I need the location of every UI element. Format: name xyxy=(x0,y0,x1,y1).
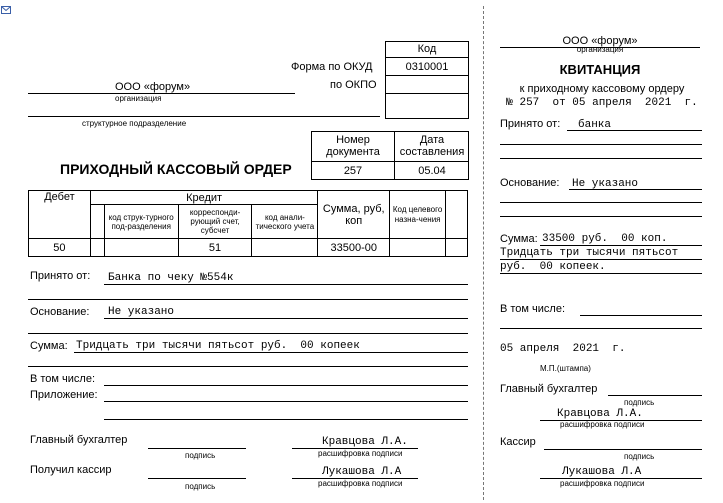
subdivision-caption: структурное подразделение xyxy=(82,119,187,128)
chief-decode-caption: расшифровка подписи xyxy=(318,449,403,458)
envelope-icon xyxy=(1,1,11,9)
basis-label: Основание: xyxy=(30,306,90,318)
receipt-including-label: В том числе: xyxy=(500,303,566,315)
receipt-chief-decode-caption: расшифровка подписи xyxy=(560,420,645,429)
debit-value: 50 xyxy=(29,239,91,257)
sum-label: Сумма: xyxy=(30,340,68,352)
debit-header: Дебет xyxy=(29,191,91,239)
receipt-org-caption: организация xyxy=(576,45,624,54)
order-title: ПРИХОДНЫЙ КАССОВЫЙ ОРДЕР xyxy=(60,161,292,177)
okud-code: 0310001 xyxy=(405,61,449,73)
basis-value: Не указано xyxy=(108,306,175,318)
accepted-from-value: Банка по чеку №554к xyxy=(108,272,234,284)
receipt-cashier-decode-caption: расшифровка подписи xyxy=(560,479,645,488)
receipt-sum-value-2: Тридцать три тысячи пятьсот xyxy=(500,247,679,259)
okpo-label: по ОКПО xyxy=(330,79,377,91)
credit-sub-analytics: код анали-тического учета xyxy=(252,205,318,239)
sum-value: Тридцать три тысячи пятьсот руб. 00 копеек xyxy=(76,340,360,352)
doc-number-header: Номер документа xyxy=(326,134,380,158)
including-label: В том числе: xyxy=(30,373,96,385)
cashier-signature-caption: подпись xyxy=(185,482,216,491)
code-header: Код xyxy=(417,43,437,55)
cashier-label: Получил кассир xyxy=(30,464,112,476)
purpose-code-header: Код целевого назна-чения xyxy=(390,191,446,239)
accounting-table xyxy=(28,190,468,257)
receipt-accepted-from-value: банка xyxy=(578,119,612,131)
org-caption: организация xyxy=(115,94,162,103)
receipt-org-name: ООО «форум» xyxy=(562,35,638,47)
receipt-date-line: 05 апреля 2021 г. xyxy=(500,343,626,355)
receipt-cashier-name: Лукашова Л.А xyxy=(562,466,642,478)
form-okud-label: Форма по ОКУД xyxy=(291,61,373,73)
chief-accountant-label: Главный бухгалтер xyxy=(30,434,128,446)
receipt-number-line: № 257 от 05 апреля 2021 г. xyxy=(506,97,698,109)
receipt-basis-value: Не указано xyxy=(572,178,639,190)
accepted-from-label: Принято от: xyxy=(30,270,91,282)
doc-number: 257 xyxy=(343,165,363,177)
amount-value: 33500-00 xyxy=(318,239,390,257)
cut-line xyxy=(483,6,484,500)
receipt-stamp-caption: М.П.(штампа) xyxy=(540,364,591,373)
doc-date: 05.04 xyxy=(418,165,446,177)
receipt-cashier-label: Кассир xyxy=(500,436,536,448)
amount-header: Сумма, руб, коп xyxy=(318,191,390,239)
receipt-title: КВИТАНЦИЯ xyxy=(559,62,641,77)
doc-date-header: Дата составления xyxy=(399,134,465,158)
chief-accountant-name: Кравцова Л.А. xyxy=(322,436,408,448)
org-name: ООО «форум» xyxy=(115,81,191,93)
credit-header: Кредит xyxy=(90,191,317,205)
receipt-sum-value-1: 33500 руб. 00 коп. xyxy=(542,233,668,245)
receipt-sum-value-3: руб. 00 копеек. xyxy=(500,261,606,273)
receipt-sum-label: Сумма: xyxy=(500,233,538,245)
receipt-accepted-from-label: Принято от: xyxy=(500,118,561,130)
cashier-decode-caption: расшифровка подписи xyxy=(318,479,403,488)
chief-signature-caption: подпись xyxy=(185,451,216,460)
receipt-subtitle: к приходному кассовому ордеру xyxy=(519,83,685,95)
receipt-cashier-signature-caption: подпись xyxy=(624,452,655,461)
receipt-chief-accountant-name: Кравцова Л.А. xyxy=(557,408,643,420)
attachment-label: Приложение: xyxy=(30,389,98,401)
credit-account-value: 51 xyxy=(178,239,252,257)
receipt-basis-label: Основание: xyxy=(500,177,560,189)
cashier-name: Лукашова Л.А xyxy=(322,466,402,478)
credit-sub-subdivision: код струк-турного под-разделения xyxy=(104,205,178,239)
receipt-chief-accountant-label: Главный бухгалтер xyxy=(500,383,598,395)
credit-sub-account: корреспонди-рующий счет, субсчет xyxy=(178,205,252,239)
receipt-chief-signature-caption: подпись xyxy=(624,398,655,407)
